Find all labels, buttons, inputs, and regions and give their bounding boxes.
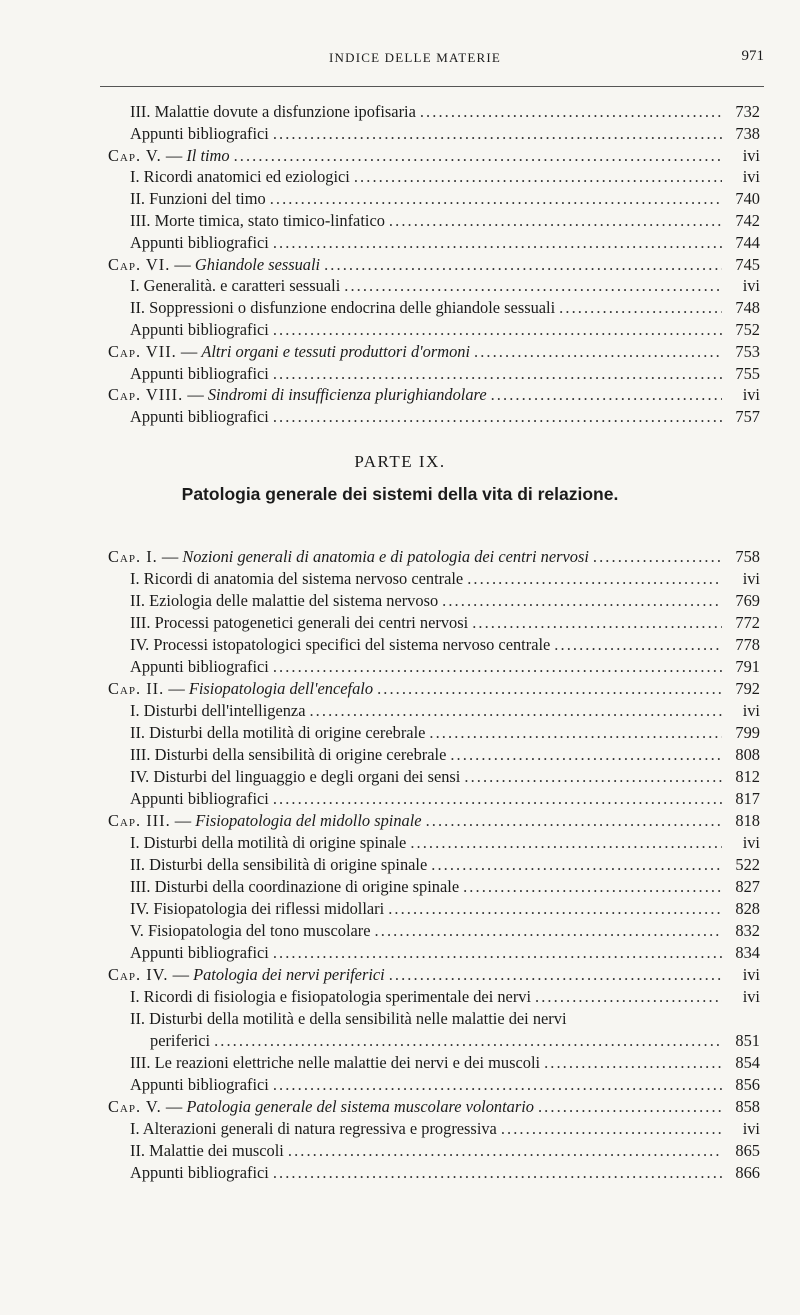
entry-dash: —	[172, 965, 189, 984]
leader-dots	[544, 1052, 722, 1074]
entry-number: IV.	[130, 767, 150, 786]
entry-text	[150, 1030, 210, 1052]
entry-title: Altri organi e tessuti produttori d'ormoni	[201, 341, 471, 361]
entry-title: Disturbi della motilità di origine spinale	[143, 833, 407, 852]
entry-text	[130, 986, 531, 1008]
entry-number: I.	[130, 276, 140, 296]
entry-page: 738	[735, 123, 760, 143]
header-rule	[100, 86, 764, 87]
entry-title: Le reazioni elettriche nelle malattie dei nervi e dei muscoli	[154, 1053, 541, 1072]
entry-text	[130, 1008, 567, 1030]
section-entry	[130, 722, 760, 744]
section-entry	[130, 1118, 760, 1140]
entry-page: ivi	[742, 385, 760, 405]
entry-title: Appunti bibliografici	[130, 657, 269, 676]
running-title: INDICE DELLE MATERIE	[328, 50, 502, 65]
entry-title: Ricordi anatomici ed eziologici	[143, 167, 350, 187]
entry-title: Disturbi della sensibilità di origine spinale	[149, 855, 428, 874]
leader-dots	[375, 920, 722, 942]
entry-text	[130, 406, 269, 428]
entry-text	[130, 634, 550, 656]
leader-dots	[234, 145, 722, 167]
entry-number: III.	[130, 877, 151, 896]
entry-text	[130, 297, 555, 319]
entry-page: 827	[735, 877, 760, 896]
entry-number: I.	[130, 167, 140, 187]
entry-number: I.	[130, 701, 140, 720]
entry-text	[130, 788, 269, 810]
entry-title: Appunti bibliografici	[130, 232, 269, 252]
section-entry	[130, 590, 760, 612]
leader-dots	[559, 297, 722, 319]
leader-dots	[491, 384, 722, 406]
section-entry	[130, 166, 760, 188]
entry-title: Appunti bibliografici	[130, 123, 269, 143]
entry-text	[108, 546, 589, 568]
section-entry	[130, 942, 760, 964]
entry-title: Appunti bibliografici	[130, 363, 269, 383]
entry-text	[130, 1074, 269, 1096]
entry-number: Cap. I.	[108, 547, 158, 566]
leader-dots	[593, 546, 722, 568]
entry-page: 834	[735, 943, 760, 962]
entry-number: Cap. VII.	[108, 341, 177, 361]
entry-number: II.	[130, 855, 146, 874]
part-title: PARTE IX.	[354, 452, 446, 471]
leader-dots	[538, 1096, 722, 1118]
section-entry	[130, 986, 760, 1008]
entry-number: V.	[130, 921, 144, 940]
entry-number: IV.	[130, 635, 150, 654]
entry-page: 748	[735, 298, 760, 318]
entry-page: 778	[735, 635, 760, 654]
entry-page: ivi	[742, 833, 760, 852]
leader-dots	[273, 123, 722, 145]
section-entry	[130, 700, 760, 722]
part-subtitle: Patologia generale dei sistemi della vita di relazione.	[181, 484, 619, 504]
entry-title: Ghiandole sessuali	[194, 254, 321, 274]
section-entry	[130, 406, 760, 428]
section-entry	[130, 1162, 760, 1184]
entry-page: 732	[735, 102, 760, 121]
entry-number: Cap. V.	[108, 1097, 162, 1116]
entry-number: III.	[130, 1053, 151, 1072]
entry-text	[130, 590, 438, 612]
entry-text	[130, 275, 340, 297]
entry-title: Ricordi di anatomia del sistema nervoso centrale	[143, 569, 464, 588]
section-entry	[130, 1140, 760, 1162]
leader-dots	[442, 590, 722, 612]
entry-dash: —	[161, 547, 179, 566]
section-entry	[150, 1030, 760, 1052]
section-entry	[130, 1052, 760, 1074]
leader-dots	[344, 275, 722, 297]
entry-page: 832	[735, 921, 760, 940]
entry-text	[130, 920, 371, 942]
entry-text	[130, 319, 269, 341]
leader-dots	[426, 810, 722, 832]
entry-text	[130, 898, 384, 920]
entry-number: II.	[130, 1009, 146, 1028]
entry-text	[130, 363, 269, 385]
entry-title: Appunti bibliografici	[130, 407, 269, 427]
page-header	[60, 42, 770, 70]
entry-title: Fisiopatologia del tono muscolare	[147, 921, 371, 940]
entry-number: II.	[130, 591, 146, 610]
leader-dots	[463, 876, 722, 898]
entry-page: 858	[735, 1097, 760, 1116]
section-entry	[130, 744, 760, 766]
section-entry	[130, 232, 760, 254]
section-entry	[130, 188, 760, 210]
entry-text	[130, 766, 460, 788]
section-entry	[130, 612, 760, 634]
leader-dots	[377, 678, 722, 700]
entry-page: 740	[735, 189, 760, 209]
leader-dots	[467, 568, 722, 590]
entry-number: Cap. VIII.	[108, 385, 184, 405]
leader-dots	[273, 1074, 722, 1096]
entry-page: 808	[735, 745, 760, 764]
entry-text	[130, 612, 468, 634]
entry-page: ivi	[742, 276, 760, 296]
entry-page: ivi	[742, 1119, 760, 1138]
leader-dots	[389, 964, 722, 986]
entry-title: Disturbi della motilità di origine cerebrale	[149, 723, 426, 742]
entry-number: IV.	[130, 899, 150, 918]
entry-title: Processi patogenetici generali dei centri nervosi	[154, 613, 469, 632]
section-entry	[130, 898, 760, 920]
entry-title: Generalità. e caratteri sessuali	[143, 276, 341, 296]
leader-dots	[554, 634, 722, 656]
leader-dots	[474, 341, 722, 363]
entry-text	[108, 145, 230, 167]
entry-page: 866	[735, 1163, 760, 1182]
entry-title: Patologia generale del sistema muscolare volontario	[186, 1097, 534, 1116]
section-entry	[130, 832, 760, 854]
entry-page: 772	[735, 613, 760, 632]
entry-title: Disturbi della motilità e della sensibilità nelle malattie dei nervi	[149, 1009, 567, 1028]
section-entry	[130, 876, 760, 898]
entry-title: Malattie dovute a disfunzione ipofisaria	[154, 102, 416, 121]
entry-text	[130, 700, 305, 722]
entry-number: Cap. II.	[108, 679, 165, 698]
leader-dots	[273, 656, 722, 678]
entry-page: 854	[735, 1053, 760, 1072]
section-entry	[130, 854, 760, 876]
entry-text	[130, 101, 416, 123]
section-entry	[130, 788, 760, 810]
leader-dots	[389, 210, 722, 232]
entry-title: Alterazioni generali di natura regressiva e progressiva	[142, 1119, 497, 1138]
section-entry	[130, 634, 760, 656]
section-entry	[130, 123, 760, 145]
entry-number: I.	[130, 569, 140, 588]
leader-dots	[273, 363, 722, 385]
section-entry	[130, 363, 760, 385]
leader-dots	[273, 232, 722, 254]
entry-page: 817	[735, 789, 760, 808]
chapter-entry	[108, 678, 760, 700]
entry-title: Sindromi di insufficienza plurighiandolare	[207, 385, 487, 405]
entry-dash: —	[187, 385, 204, 405]
section-entry	[130, 920, 760, 942]
entry-number: III.	[130, 102, 151, 121]
section-entry	[130, 101, 760, 123]
entry-number: III.	[130, 211, 151, 230]
entry-page: 865	[735, 1141, 760, 1160]
section-entry	[130, 568, 760, 590]
section-entry	[130, 1008, 760, 1030]
leader-dots	[273, 788, 722, 810]
leader-dots	[270, 188, 722, 210]
entry-text	[108, 341, 470, 363]
chapter-entry	[108, 384, 760, 406]
leader-dots	[273, 942, 722, 964]
entry-title: Funzioni del timo	[149, 189, 266, 209]
entry-text	[130, 232, 269, 254]
section-entry	[130, 1074, 760, 1096]
entry-title: Disturbi della coordinazione di origine spinale	[154, 877, 460, 896]
leader-dots	[273, 1162, 722, 1184]
entry-page: 812	[735, 767, 760, 786]
leader-dots	[464, 766, 722, 788]
entry-page: ivi	[742, 987, 760, 1006]
entry-title: Il timo	[186, 145, 230, 165]
leader-dots	[429, 722, 722, 744]
entry-title: Disturbi della sensibilità di origine cerebrale	[154, 745, 447, 764]
leader-dots	[324, 254, 722, 276]
entry-text	[108, 678, 373, 700]
entry-title: Nozioni generali di anatomia e di patologia dei centri nervosi	[182, 547, 589, 566]
entry-dash: —	[174, 254, 191, 274]
entry-text	[130, 1162, 269, 1184]
entry-number: Cap. VI.	[108, 254, 171, 274]
chapter-entry	[108, 145, 760, 167]
chapter-entry	[108, 254, 760, 276]
leader-dots	[472, 612, 722, 634]
entry-number: II.	[130, 723, 146, 742]
entry-page: ivi	[742, 167, 760, 187]
section-entry	[130, 210, 760, 232]
entry-text	[108, 384, 487, 406]
entry-title: Fisiopatologia dell'encefalo	[188, 679, 374, 698]
section-entry	[130, 275, 760, 297]
entry-dash: —	[165, 1097, 183, 1116]
entry-text	[130, 1118, 497, 1140]
entry-page: 791	[735, 657, 760, 676]
entry-title: Ricordi di fisiologia e fisiopatologia sperimentale dei nervi	[143, 987, 532, 1006]
entry-number: I.	[130, 833, 140, 852]
entry-number: II.	[130, 189, 146, 209]
entry-number: I.	[130, 1119, 140, 1138]
entry-page: ivi	[742, 965, 760, 984]
section-entry	[130, 766, 760, 788]
leader-dots	[431, 854, 722, 876]
leader-dots	[273, 406, 722, 428]
leader-dots	[354, 166, 722, 188]
leader-dots	[410, 832, 722, 854]
chapter-entry	[108, 1096, 760, 1118]
entry-text	[108, 810, 422, 832]
entry-page: 752	[735, 320, 760, 339]
entry-title: periferici	[150, 1031, 211, 1050]
entry-page: 757	[735, 407, 760, 427]
entry-number: III.	[130, 613, 151, 632]
entry-page: 744	[735, 232, 760, 252]
entry-number: Cap. IV.	[108, 965, 169, 984]
entry-number: I.	[130, 987, 140, 1006]
entry-title: Fisiopatologia del midollo spinale	[195, 811, 422, 830]
entry-title: Fisiopatologia dei riflessi midollari	[153, 899, 385, 918]
entry-page: 828	[735, 899, 760, 918]
entry-text	[108, 964, 385, 986]
entry-page: 522	[735, 855, 760, 874]
leader-dots	[450, 744, 722, 766]
entry-text	[130, 656, 269, 678]
entry-number: Cap. V.	[108, 145, 162, 165]
leader-dots	[535, 986, 722, 1008]
entry-text	[130, 744, 446, 766]
chapter-entry	[108, 964, 760, 986]
entry-title: Processi istopatologici specifici del sistema nervoso centrale	[153, 635, 551, 654]
leader-dots	[214, 1030, 722, 1052]
entry-page: 758	[735, 547, 760, 566]
entry-title: Appunti bibliografici	[130, 1075, 269, 1094]
entry-text	[130, 568, 463, 590]
entry-text	[130, 854, 427, 876]
entry-number: II.	[130, 1141, 146, 1160]
entry-text	[130, 1140, 284, 1162]
page-number: 971	[741, 48, 764, 64]
entry-page: 799	[735, 723, 760, 742]
entry-title: Patologia dei nervi periferici	[193, 965, 385, 984]
section-entry	[130, 319, 760, 341]
entry-page: 851	[735, 1031, 760, 1050]
entry-title: Malattie dei muscoli	[149, 1141, 284, 1160]
entry-title: Disturbi del linguaggio e degli organi dei sensi	[153, 767, 461, 786]
entry-text	[130, 1052, 540, 1074]
entry-title: Appunti bibliografici	[130, 943, 269, 962]
entry-page: 745	[735, 254, 760, 274]
entry-number: II.	[130, 298, 146, 318]
entry-text	[130, 876, 459, 898]
entry-text	[130, 942, 269, 964]
entry-page: ivi	[742, 701, 760, 720]
leader-dots	[288, 1140, 722, 1162]
entry-text	[108, 1096, 534, 1118]
entry-title: Disturbi dell'intelligenza	[143, 701, 306, 720]
entry-page: 792	[735, 679, 760, 698]
entry-dash: —	[168, 679, 185, 698]
entry-title: Soppressioni o disfunzione endocrina delle ghiandole sessuali	[149, 298, 556, 318]
leader-dots	[273, 319, 722, 341]
entry-page: 856	[735, 1075, 760, 1094]
entry-page: ivi	[742, 569, 760, 588]
leader-dots	[501, 1118, 722, 1140]
section-entry	[130, 297, 760, 319]
entry-page: 742	[735, 211, 760, 230]
chapter-entry	[108, 341, 760, 363]
entry-page: 818	[735, 811, 760, 830]
entry-page: ivi	[742, 145, 760, 165]
entry-text	[130, 188, 266, 210]
chapter-entry	[108, 810, 760, 832]
entry-text	[130, 722, 425, 744]
entry-title: Appunti bibliografici	[130, 1163, 269, 1182]
entry-number: III.	[130, 745, 151, 764]
entry-text	[130, 832, 406, 854]
leader-dots	[420, 101, 722, 123]
section-entry	[130, 656, 760, 678]
entry-page: 769	[735, 591, 760, 610]
entry-title: Eziologia delle malattie del sistema nervoso	[149, 591, 439, 610]
entry-text	[130, 123, 269, 145]
entry-title: Appunti bibliografici	[130, 789, 269, 808]
leader-dots	[309, 700, 722, 722]
entry-dash: —	[180, 341, 198, 361]
entry-text	[130, 166, 350, 188]
entry-page: 753	[735, 341, 760, 361]
entry-page: 755	[735, 363, 760, 383]
entry-dash: —	[165, 145, 183, 165]
leader-dots	[388, 898, 722, 920]
entry-title: Morte timica, stato timico-linfatico	[154, 211, 385, 230]
entry-dash: —	[174, 811, 192, 830]
entry-text	[108, 254, 320, 276]
entry-text	[130, 210, 385, 232]
entry-title: Appunti bibliografici	[130, 320, 269, 339]
chapter-entry	[108, 546, 760, 568]
entry-number: Cap. III.	[108, 811, 171, 830]
